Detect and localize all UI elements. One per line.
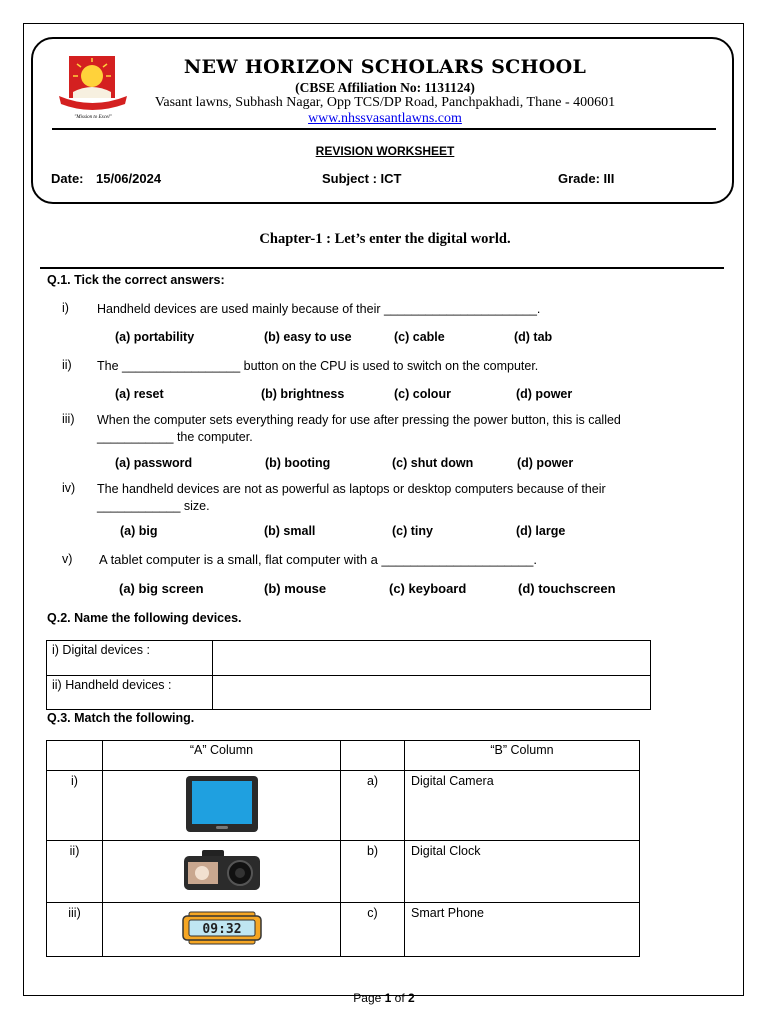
match-answer: Digital Clock <box>405 841 640 903</box>
website-link[interactable]: www.nhssvasantlawns.com <box>308 111 462 126</box>
q2-answer-cell[interactable] <box>213 676 651 710</box>
camera-icon <box>182 847 262 893</box>
school-name: NEW HORIZON SCHOLARS SCHOOL <box>183 56 587 78</box>
q1-item-text: When the computer sets everything ready for use after pressing the power button, this is called ___________ the computer. <box>97 413 621 444</box>
header-blank-cell <box>47 741 103 771</box>
q1-option: (c) colour <box>394 387 451 401</box>
q1-option: (d) tab <box>514 330 553 344</box>
match-answer: Digital Camera <box>405 771 640 841</box>
chapter-title: Chapter-1 : Let’s enter the digital world. <box>259 231 511 247</box>
q1-item-text: A tablet computer is a small, flat computer with a _____________________. <box>99 552 537 567</box>
match-row-letter: a) <box>341 771 405 841</box>
match-row-letter: c) <box>341 903 405 957</box>
q1-item-number: i) <box>62 301 69 315</box>
q1-option: (b) easy to use <box>264 330 352 344</box>
q1-option: (d) large <box>516 524 566 538</box>
q2-row-label: i) Digital devices : <box>47 641 213 676</box>
date-value: 15/06/2024 <box>96 171 162 186</box>
header-blank-cell <box>341 741 405 771</box>
q1-option: (c) tiny <box>392 524 433 538</box>
grade: Grade: III <box>558 171 615 186</box>
q1-item-number: ii) <box>62 358 72 372</box>
q1-option: (b) brightness <box>261 387 345 401</box>
q1-item-number: iv) <box>62 481 76 495</box>
q2-row-label: ii) Handheld devices : <box>47 676 213 710</box>
digital-clock-icon <box>181 911 263 945</box>
q1-item-text: The _________________ button on the CPU is used to switch on the computer. <box>97 359 539 373</box>
footer-total: 2 <box>408 991 415 1005</box>
q1-item-number: iii) <box>62 412 75 426</box>
q1-option: (c) keyboard <box>389 581 467 596</box>
q1-item-text: Handheld devices are used mainly because of their ______________________. <box>97 302 541 316</box>
footer-prefix: Page <box>353 991 385 1005</box>
q1-option: (b) mouse <box>264 581 327 596</box>
footer-page: 1 <box>384 991 392 1005</box>
match-answer: Smart Phone <box>405 903 640 957</box>
match-row-number: iii) <box>47 903 103 957</box>
q1-item-number: v) <box>62 552 73 566</box>
date-label: Date: <box>51 171 84 186</box>
q1-option: (a) reset <box>115 387 164 401</box>
q1-option: (d) power <box>516 387 573 401</box>
page-footer <box>0 991 768 1005</box>
address: Vasant lawns, Subhash Nagar, Opp TCS/DP Road, Panchpakhadi, Thane - 400601 <box>154 95 616 110</box>
q1-item-text: The handheld devices are not as powerful as laptops or desktop computers because of their ____________ size. <box>97 482 606 513</box>
q1-option: (d) power <box>517 456 574 470</box>
match-row-number: i) <box>47 771 103 841</box>
logo-motto: "Mission to Excel" <box>74 115 112 120</box>
affiliation: (CBSE Affiliation No: 1131124) <box>295 80 475 95</box>
q2-table <box>46 640 651 710</box>
q1-option: (b) booting <box>265 456 331 470</box>
match-row-number: ii) <box>47 841 103 903</box>
match-image-cell <box>103 771 341 841</box>
q1-option: (c) shut down <box>392 456 474 470</box>
chapter-rule <box>40 267 724 269</box>
q1-option: (c) cable <box>394 330 445 344</box>
school-logo <box>55 52 131 120</box>
tablet-icon <box>184 774 260 834</box>
q3-heading: Q.3. Match the following. <box>47 711 195 725</box>
match-image-cell <box>103 841 341 903</box>
q2-answer-cell[interactable] <box>213 641 651 676</box>
col-b-header: “B” Column <box>405 741 640 771</box>
q2-heading: Q.2. Name the following devices. <box>47 611 242 625</box>
match-row-letter: b) <box>341 841 405 903</box>
footer-of: of <box>391 991 409 1005</box>
header-rule <box>52 128 716 130</box>
q1-option: (a) big screen <box>119 581 204 596</box>
q1-option: (b) small <box>264 524 316 538</box>
q1-option: (a) portability <box>115 330 195 344</box>
q1-option: (a) big <box>120 524 158 538</box>
clock-display: 09:32 <box>201 922 242 937</box>
subject: Subject : ICT <box>322 171 402 186</box>
q1-option: (a) password <box>115 456 193 470</box>
match-image-cell <box>103 903 341 957</box>
col-a-header: “A” Column <box>103 741 341 771</box>
q1-heading: Q.1. Tick the correct answers: <box>47 273 225 287</box>
q1-option: (d) touchscreen <box>518 581 616 596</box>
worksheet-title: REVISION WORKSHEET <box>315 144 455 158</box>
match-table <box>46 740 640 957</box>
